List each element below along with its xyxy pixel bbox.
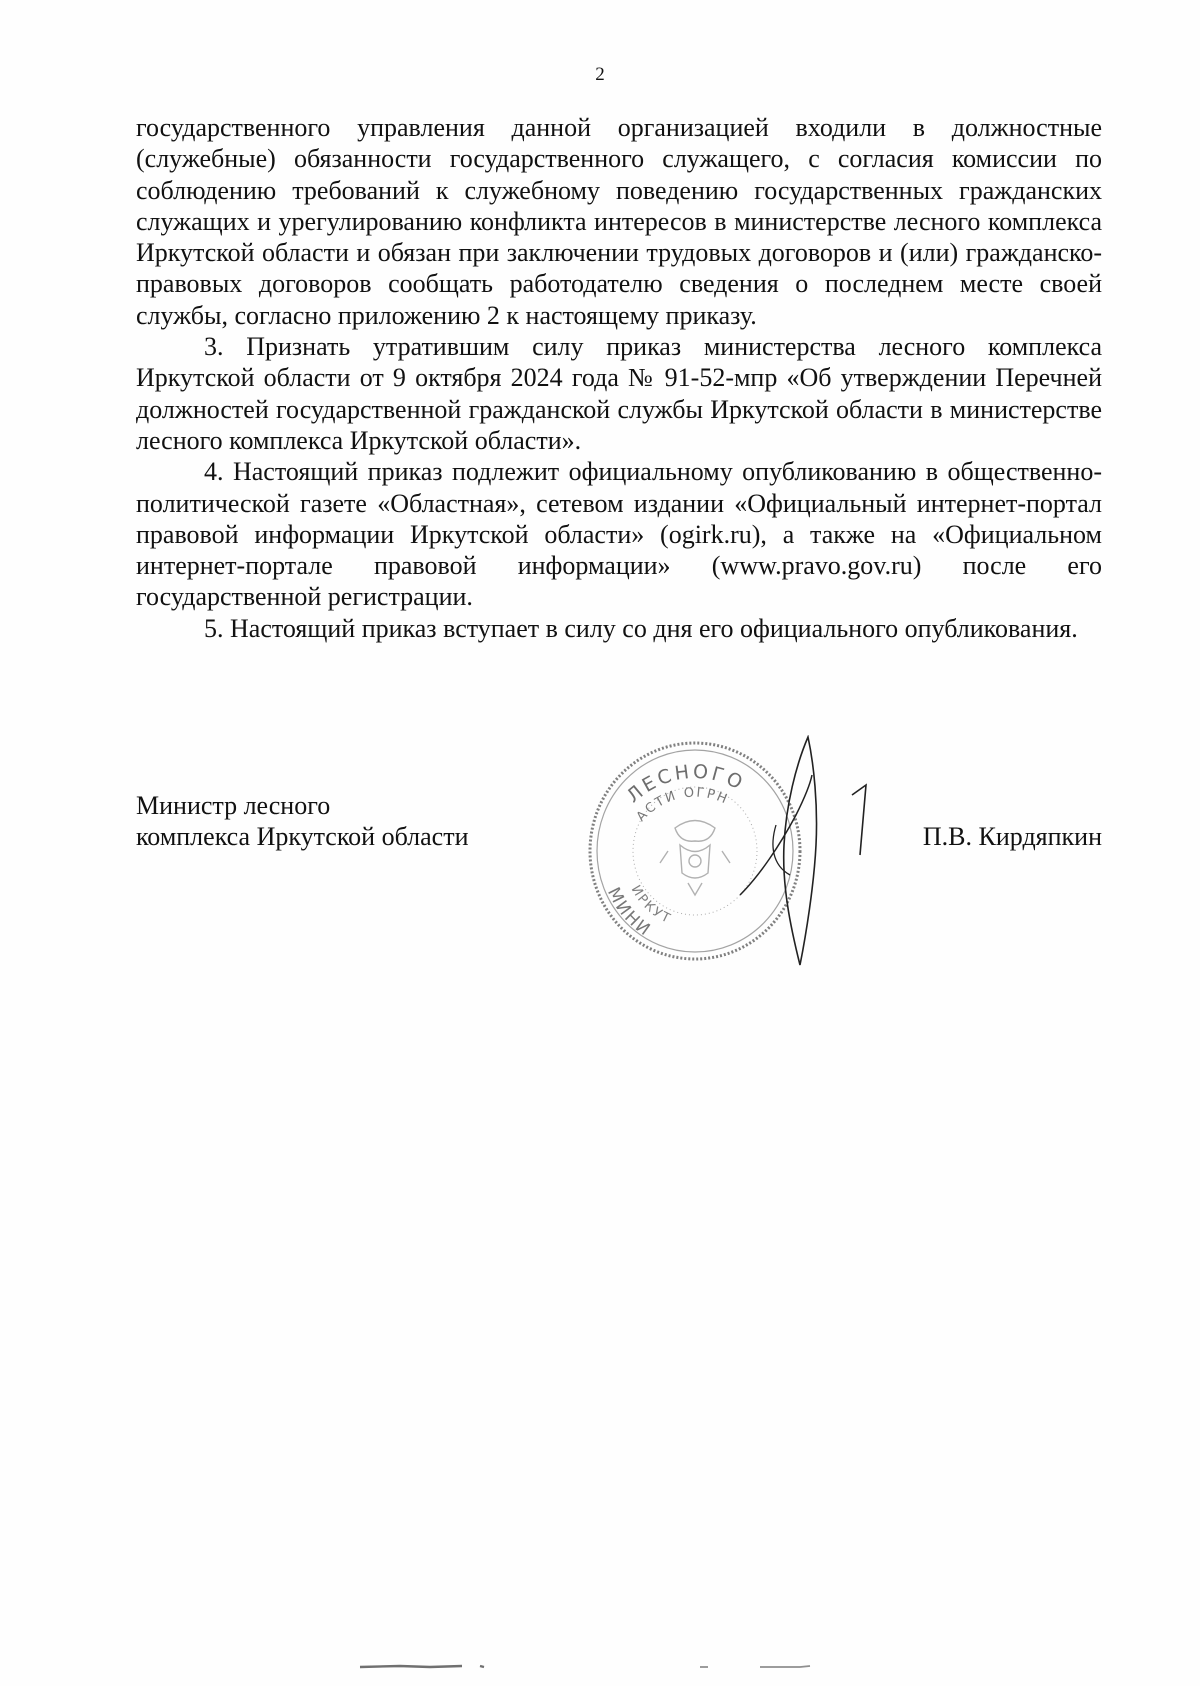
handwritten-signature <box>700 735 890 970</box>
paragraph-item-5: 5. Настоящий приказ вступает в силу со дня его официального опубликования. <box>204 613 1078 643</box>
paragraph-continuation: государственного управления данной организацией входили в должностные (служебные) обязанности государственного служащего, с согласия комиссии по соблюдению требований к служебному поведению государственных гражданских служащих и урегулированию конфликта интересов в министерстве лесного комплекса Иркутской области и обязан при заключении трудовых договоров и (или) гражданско-правовых договоров сообщать работодателю сведения о последнем месте своей службы, согласно приложению 2 к настоящему приказу. <box>136 113 1102 330</box>
seal-text-inner-bottom: ИРКУТ <box>627 882 674 928</box>
signatory-position <box>136 790 468 853</box>
paragraph-item-4: 4. Настоящий приказ подлежит официальному опубликованию в общественно-политической газете «Областная», сетевом издании «Официальный интернет-портал правовой информации Иркутской области» (ogirk.ru), а также на «Официальном интернет-портале правовой информации» (www.pravo.gov.ru) после его государственной регистрации. <box>136 457 1102 612</box>
scan-artifact-marks <box>0 1655 1200 1675</box>
signatory-position-line-1: Министр лесного <box>136 791 331 820</box>
page-number: 2 <box>595 64 605 85</box>
seal-text-outer-bottom: МИНИ <box>603 884 656 942</box>
signatory-position-line-2: комплекса Иркутской области <box>136 822 469 852</box>
seal-text-inner-top: АСТИ ОГРН <box>633 785 731 825</box>
seal-text-outer-top: ЛЕСНОГО <box>622 760 749 808</box>
document-body <box>136 112 1102 644</box>
signatory-name: П.В. Кирдяпкин <box>922 822 1102 851</box>
paragraph-item-3: 3. Признать утратившим силу приказ министерства лесного комплекса Иркутской области от 9 октября 2024 года № 91-52-мпр «Об утверждении Перечней должностей государственной гражданской службы Иркутской области в министерстве лесного комплекса Иркутской области». <box>136 332 1102 455</box>
